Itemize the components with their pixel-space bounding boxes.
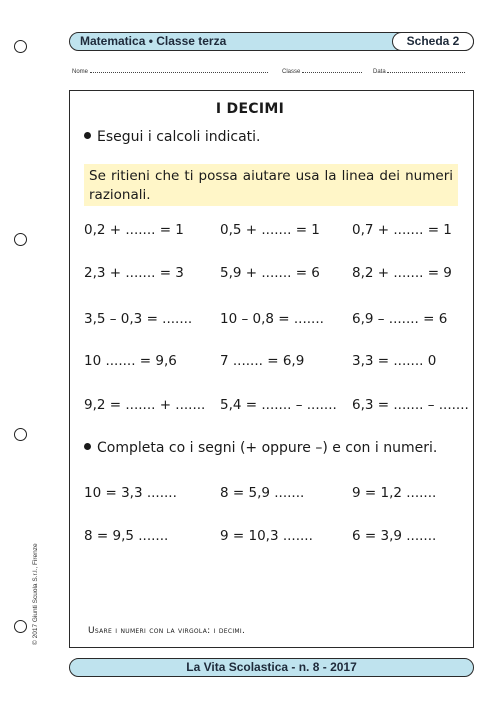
binder-hole-4: [14, 620, 27, 633]
binder-hole-3: [14, 428, 27, 441]
date-line[interactable]: [387, 67, 465, 73]
exercise-item: 9 = 1,2 .......: [352, 485, 437, 501]
copyright-note: © 2017 Giunti Scuola S.r.l., Firenze: [32, 543, 39, 645]
instruction-2: [84, 440, 437, 456]
class-line[interactable]: [302, 67, 362, 73]
class-field: [282, 67, 362, 75]
header-title: Matematica • Classe terza: [80, 34, 227, 48]
name-field: [72, 67, 268, 75]
exercise-item: 0,2 + ....... = 1: [84, 222, 184, 238]
exercise-item: 6,3 = ....... – .......: [352, 397, 469, 413]
exercise-item: 2,3 + ....... = 3: [84, 265, 184, 281]
name-line[interactable]: [90, 67, 268, 73]
footnote: Usare i numeri con la virgola: i decimi.: [88, 626, 246, 636]
instruction-1: [84, 129, 261, 145]
exercise-item: 6,9 – ....... = 6: [352, 311, 448, 327]
footer-bar: La Vita Scolastica - n. 8 - 2017: [69, 658, 474, 677]
date-field: [373, 67, 465, 75]
exercise-item: 7 ....... = 6,9: [220, 353, 305, 369]
exercise-item: 3,3 = ....... 0: [352, 353, 437, 369]
exercise-item: 6 = 3,9 .......: [352, 528, 437, 544]
exercise-item: 10 ....... = 9,6: [84, 353, 177, 369]
exercise-item: 0,7 + ....... = 1: [352, 222, 452, 238]
exercise-item: 10 = 3,3 .......: [84, 485, 177, 501]
hint-box: Se ritieni che ti possa aiutare usa la linea dei numeri razionali.: [84, 164, 458, 206]
exercise-item: 5,4 = ....... – .......: [220, 397, 337, 413]
exercise-item: 9,2 = ....... + .......: [84, 397, 206, 413]
date-label: Data: [373, 69, 386, 75]
bullet-icon: [84, 443, 91, 450]
exercise-item: 8 = 9,5 .......: [84, 528, 169, 544]
exercise-item: 0,5 + ....... = 1: [220, 222, 320, 238]
header-bar: [69, 32, 474, 51]
binder-hole-1: [14, 40, 27, 53]
class-label: Classe: [282, 69, 301, 75]
exercise-item: 10 – 0,8 = .......: [220, 311, 324, 327]
worksheet-tab: Scheda 2: [392, 32, 474, 51]
exercise-item: 8 = 5,9 .......: [220, 485, 305, 501]
instruction-2-text: Completa co i segni (+ oppure –) e con i numeri.: [97, 440, 438, 456]
binder-hole-2: [14, 233, 27, 246]
exercise-item: 5,9 + ....... = 6: [220, 265, 320, 281]
exercise-item: 3,5 – 0,3 = .......: [84, 311, 193, 327]
name-label: Nome: [72, 69, 89, 75]
exercise-item: 9 = 10,3 .......: [220, 528, 313, 544]
page-title: I DECIMI: [215, 101, 285, 117]
exercise-item: 8,2 + ....... = 9: [352, 265, 452, 281]
instruction-1-text: Esegui i calcoli indicati.: [97, 129, 261, 145]
bullet-icon: [84, 132, 91, 139]
